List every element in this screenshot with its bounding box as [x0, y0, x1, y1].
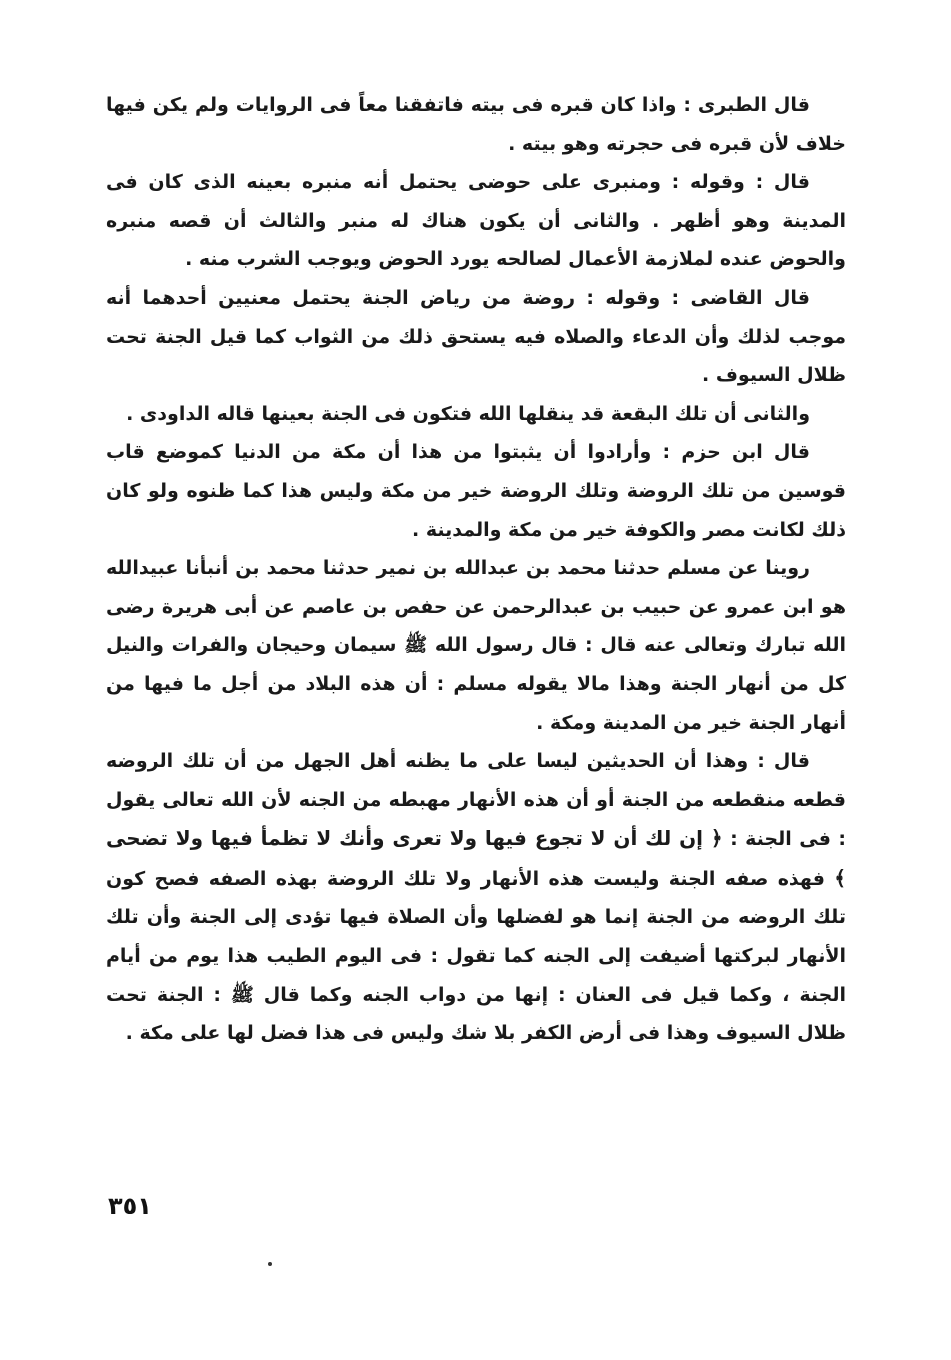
paragraph: روينا عن مسلم حدثنا محمد بن عبدالله بن نمير حدثنا محمد بن أنبأنا عبيدالله هو ابن عمرو عن حبيب بن عبدالرحمن عن حفص بن عاصم عن أبى هريرة رضى الله تبارك وتعالى عنه قال : قال رسول الله ﷺ سيمان وحيجان والفرات والنيل كل من أنهار الجنة وهذا مالا يقوله مسلم : أن هذه البلاد من أجل ما فيها من أنهار الجنة خير من المدينة ومكة .	[106, 557, 846, 734]
paragraph: والثانى أن تلك البقعة قد ينقلها الله فتكون فى الجنة بعينها قاله الداودى .	[126, 402, 810, 425]
paragraph: قال ابن حزم : وأرادوا أن يثبتوا من هذا أن مكة من الدنيا كموضع قاب قوسين من تلك الروضة وتلك الروضة خير من مكة وليس هذا كما ظنوه ولو كان ذلك لكانت مصر والكوفة خير من مكة والمدينة .	[106, 441, 846, 541]
paragraph: قال الطبرى : واذا كان قبره فى بيته فاتفقنا معاً فى الروايات ولم يكن فيها خلاف لأن قبره فى حجرته وهو بيته .	[106, 94, 846, 155]
paragraph-with-quote	[106, 742, 846, 1053]
body-text	[106, 86, 846, 1053]
quran-verse: ﴿ إن لك أن لا تجوع فيها ولا تعرى وأنك لا تظمأ فيها ولا تضحى ﴾	[106, 826, 846, 890]
paragraph-text: قال : وهذا أن الحديثين ليسا على ما يظنه أهل الجهل من أن تلك الروضه قطعه منقطعه من الجنة أو أن هذه الأنهار مهبطه من الجنه لأن الله تعالى يقول : فى الجنة :	[106, 750, 846, 851]
page-number: ٣٥١	[108, 1192, 152, 1220]
paragraph-text: فهذه صفه الجنة وليست هذه الأنهار ولا تلك الروضة بهذه الصفه فصح كون تلك الروضه من الجنة إنما هو لفضلها وأن الصلاة فيها تؤدى إلى الجنة وأن تلك الأنهار لبركتها أضيفت إلى الجنه كما تقول : فى اليوم الطيب هذا يوم من أيام الجنة ، وكما قيل فى العنان : إنها من دواب الجنه وكما قال ﷺ : الجنة تحت ظلال السيوف وهذا فى أرض الكفر بلا شك وليس فى هذا فضل لها على مكة .	[106, 867, 846, 1045]
paragraph: قال القاضى : وقوله : روضة من رياض الجنة يحتمل معنيين أحدهما أنه موجب لذلك وأن الدعاء والصلاه فيه يستحق ذلك من الثواب كما قيل الجنة تحت ظلال السيوف .	[106, 286, 846, 387]
paragraph: قال : وقوله : ومنبرى على حوضى يحتمل أنه منبره بعينه الذى كان فى المدينة وهو أظهر . والثانى أن يكون هناك له منبر والثالث أن قصه منبره والحوض عنده لملازمة الأعمال لصالحه يورد الحوض ويوجب الشرب منه .	[106, 171, 846, 271]
ink-speck	[268, 1262, 272, 1266]
